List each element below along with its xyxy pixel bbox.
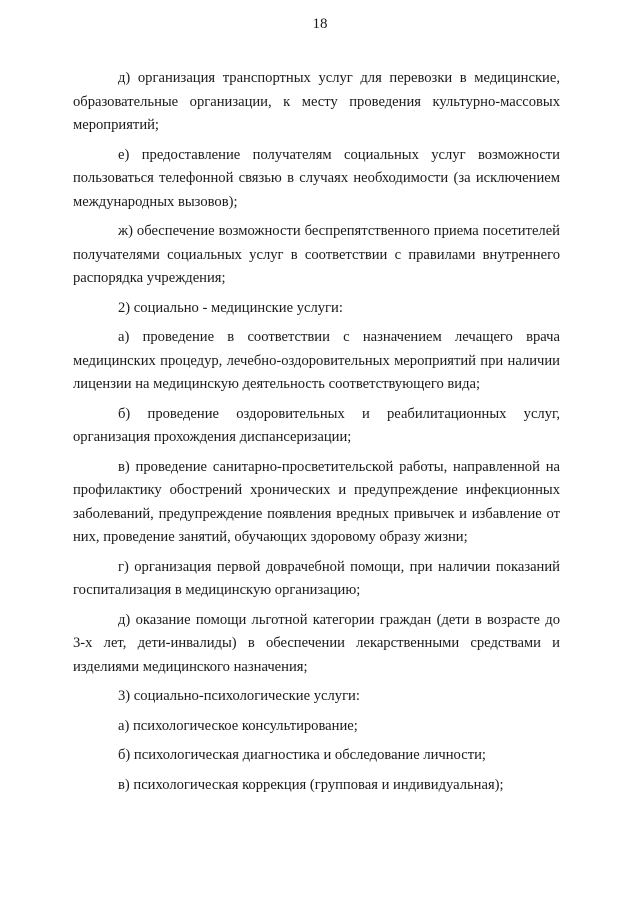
heading-social-psychological-services: 3) социально-психологические услуги: — [118, 688, 360, 704]
paragraph-medical-procedures: а) проведение в соответствии с назначением лечащего врача медицинских процедур, лечебно-оздоровительных мероприятий при наличии лицензии на медицинскую деятельность соответствующего вида; — [73, 329, 560, 392]
paragraph-medication-assistance: д) оказание помощи льготной категории граждан (дети в возрасте до 3-х лет, дети-инвалиды) в обеспечении лекарственными средствами и изделиями медицинского назначения; — [73, 611, 560, 675]
page-number: 18 — [312, 16, 328, 32]
paragraph-telephone-services: е) предоставление получателям социальных услуг возможности пользоваться телефонной связью в случаях необходимости (за исключением международных вызовов); — [73, 146, 560, 210]
heading-social-medical-services: 2) социально - медицинские услуги: — [118, 299, 343, 316]
paragraph-transport-services: д) организация транспортных услуг для перевозки в медицинские, образовательные организации, к месту проведения культурно-массовых мероприятий; — [73, 70, 560, 133]
paragraph-psychological-diagnostics: б) психологическая диагностика и обследование личности; — [118, 747, 486, 763]
paragraph-health-education: в) проведение санитарно-просветительской работы, направленной на профилактику обострений хронических и предупреждение инфекционных заболеваний, предупреждение появления вредных привычек и избавление от них, проведение занятий, обучающих здоровому образу жизни; — [73, 458, 560, 545]
paragraph-rehabilitation-services: б) проведение оздоровительных и реабилитационных услуг, организация прохождения диспансеризации; — [73, 405, 560, 445]
document-body — [73, 67, 560, 797]
paragraph-psychological-correction: в) психологическая коррекция (групповая и индивидуальная); — [118, 776, 504, 793]
paragraph-psychological-counseling: а) психологическое консультирование; — [118, 717, 358, 734]
paragraph-visitor-reception: ж) обеспечение возможности беспрепятственного приема посетителей получателями социальных услуг в соответствии с правилами внутреннего распорядка учреждения; — [73, 223, 560, 286]
paragraph-first-aid: г) организация первой доврачебной помощи, при наличии показаний госпитализация в медицинскую организацию; — [73, 558, 560, 598]
